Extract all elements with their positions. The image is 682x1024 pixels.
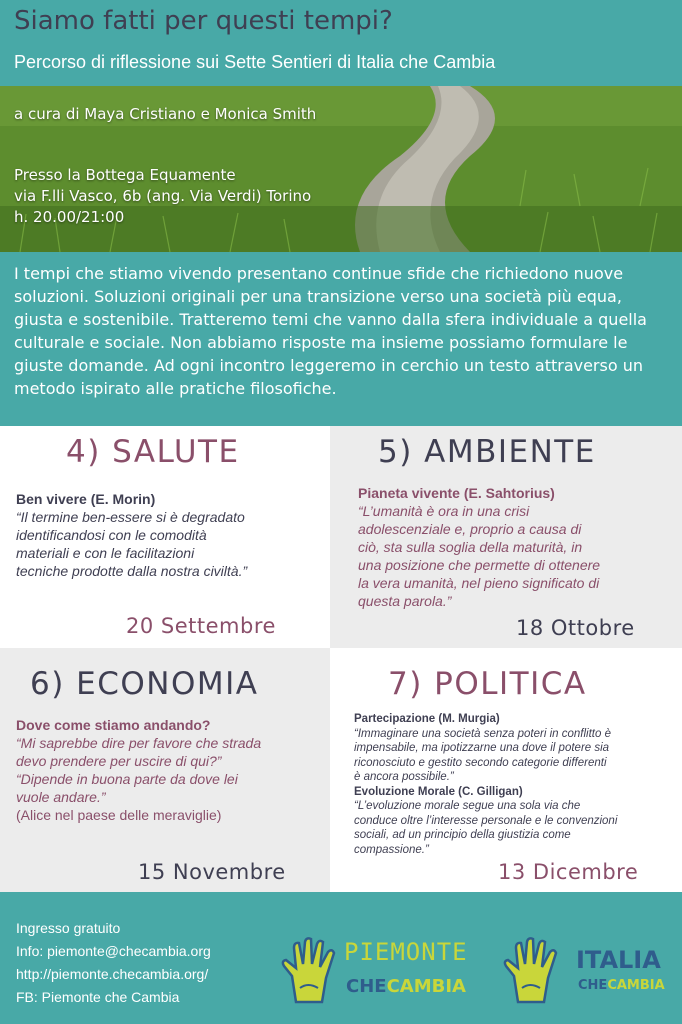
quote-line: conduce oltre l’interesse personale e le convenzioni [354,814,618,827]
quote-line: adolescenziale e, proprio a causa di [358,521,582,537]
quote-line: “Immaginare una società senza poteri in conflitto è [354,727,611,740]
italia-che-cambia-logo [500,930,670,1010]
quote-line: materiali e con le facilitazioni [16,545,195,561]
quote-line: compassione.” [354,843,429,856]
session-date: 15 Novembre [138,860,286,884]
entry-note: Ingresso gratuito [16,920,121,936]
logo-text-cambia: CAMBIA [386,976,466,997]
time: h. 20.00/21:00 [14,208,125,226]
session-heading: 6) ECONOMIA [30,666,259,702]
quote-line: identificandosi con le comodità [16,527,207,543]
book-title: Dove come stiamo andando? [16,717,211,733]
curators: a cura di Maya Cristiano e Monica Smith [14,105,317,123]
session-tile-salute [0,426,330,648]
quote-line: questa parola.” [358,593,452,609]
session-date: 13 Dicembre [498,860,639,884]
quote-line: “Il termine ben-essere si è degradato [16,509,245,525]
quote-line: riconosciuto e gestito secondo categorie differenti [354,756,607,769]
session-text [16,716,261,824]
session-text [354,712,617,857]
session-text [358,484,600,610]
intro-line: giuste domande. Ad ogni incontro leggeremo in cerchio un testo attraverso un [14,356,643,375]
intro-line: culturale e sociale. Non abbiamo risposte ma insieme possiamo formulare le [14,333,628,352]
book-title: Ben vivere (E. Morin) [16,491,156,507]
quote-line: vuole andare.” [16,789,106,805]
logo-text-piemonte: PIEMONTE [344,938,468,966]
quote-source: (Alice nel paese delle meraviglie) [16,807,222,823]
page-title: Siamo fatti per questi tempi? [14,6,393,36]
quote-line: ciò, sta sulla soglia della maturità, in [358,539,583,555]
session-heading: 7) POLITICA [388,666,587,702]
venue: Presso la Bottega Equamente [14,166,236,184]
intro-line: soluzioni. Soluzioni originali per una transizione verso una società più equa, [14,287,622,306]
book-title: Evoluzione Morale (C. Gilligan) [354,785,523,798]
facebook-link[interactable]: FB: Piemonte che Cambia [16,989,180,1005]
address: via F.lli Vasco, 6b (ang. Via Verdi) Torino [14,187,312,205]
intro-text [14,262,682,400]
quote-line: “Mi saprebbe dire per favore che strada [16,735,262,751]
intro-line: metodo ispirato alle pratiche filosofiche. [14,379,337,398]
logo-text-che: CHE [346,976,387,997]
quote-line: devo prendere per uscire di qui?” [16,753,222,769]
quote-line: “Dipende in buona parte da dove lei [16,771,238,787]
session-tile-ambiente [330,426,682,648]
session-date: 18 Ottobre [516,616,635,640]
logo-text-che: CHE [578,978,608,993]
logo-text-cambia: CAMBIA [607,978,665,993]
header-band [0,0,682,86]
book-title: Pianeta vivente (E. Sahtorius) [358,485,555,501]
hand-icon [278,936,340,1006]
session-tile-economia [0,648,330,892]
intro-line: giusta e sostenibile. Tratteremo temi che vanno dalla sfera individuale a quella [14,310,647,329]
quote-line: “L’evoluzione morale segue una sola via che [354,800,581,812]
page-subtitle: Percorso di riflessione sui Sette Sentieri di Italia che Cambia [14,52,496,72]
hand-icon [500,936,562,1006]
session-text [16,490,247,580]
session-tile-politica [330,648,682,892]
quote-line: sociali, ad un principio della giustizia come [354,829,571,841]
quote-line: “L’umanità è ora in una crisi [358,503,530,519]
quote-line: una posizione che permette di ottenere [358,557,601,573]
meadow-path-photo [0,86,682,252]
session-heading: 4) SALUTE [66,434,240,470]
quote-line: è ancora possibile.” [354,771,454,783]
logo-text-checambia [578,978,665,993]
website-link[interactable]: http://piemonte.checambia.org/ [16,966,209,982]
session-date: 20 Settembre [126,614,276,638]
book-title: Partecipazione (M. Murgia) [354,713,500,725]
logo-text-italia: ITALIA [576,946,661,974]
info-email[interactable]: Info: piemonte@checambia.org [16,943,211,959]
logo-text-checambia [346,976,466,997]
quote-line: tecniche prodotte dalla nostra civiltà.” [16,563,248,579]
quote-line: impensabile, ma ipotizzarne una dove il potere sia [354,742,610,754]
quote-line: la vera umanità, nel pieno significato di [358,575,600,591]
piemonte-che-cambia-logo [278,930,468,1010]
session-heading: 5) AMBIENTE [378,434,596,470]
intro-line: I tempi che stiamo vivendo presentano continue sfide che richiedono nuove [14,264,624,283]
